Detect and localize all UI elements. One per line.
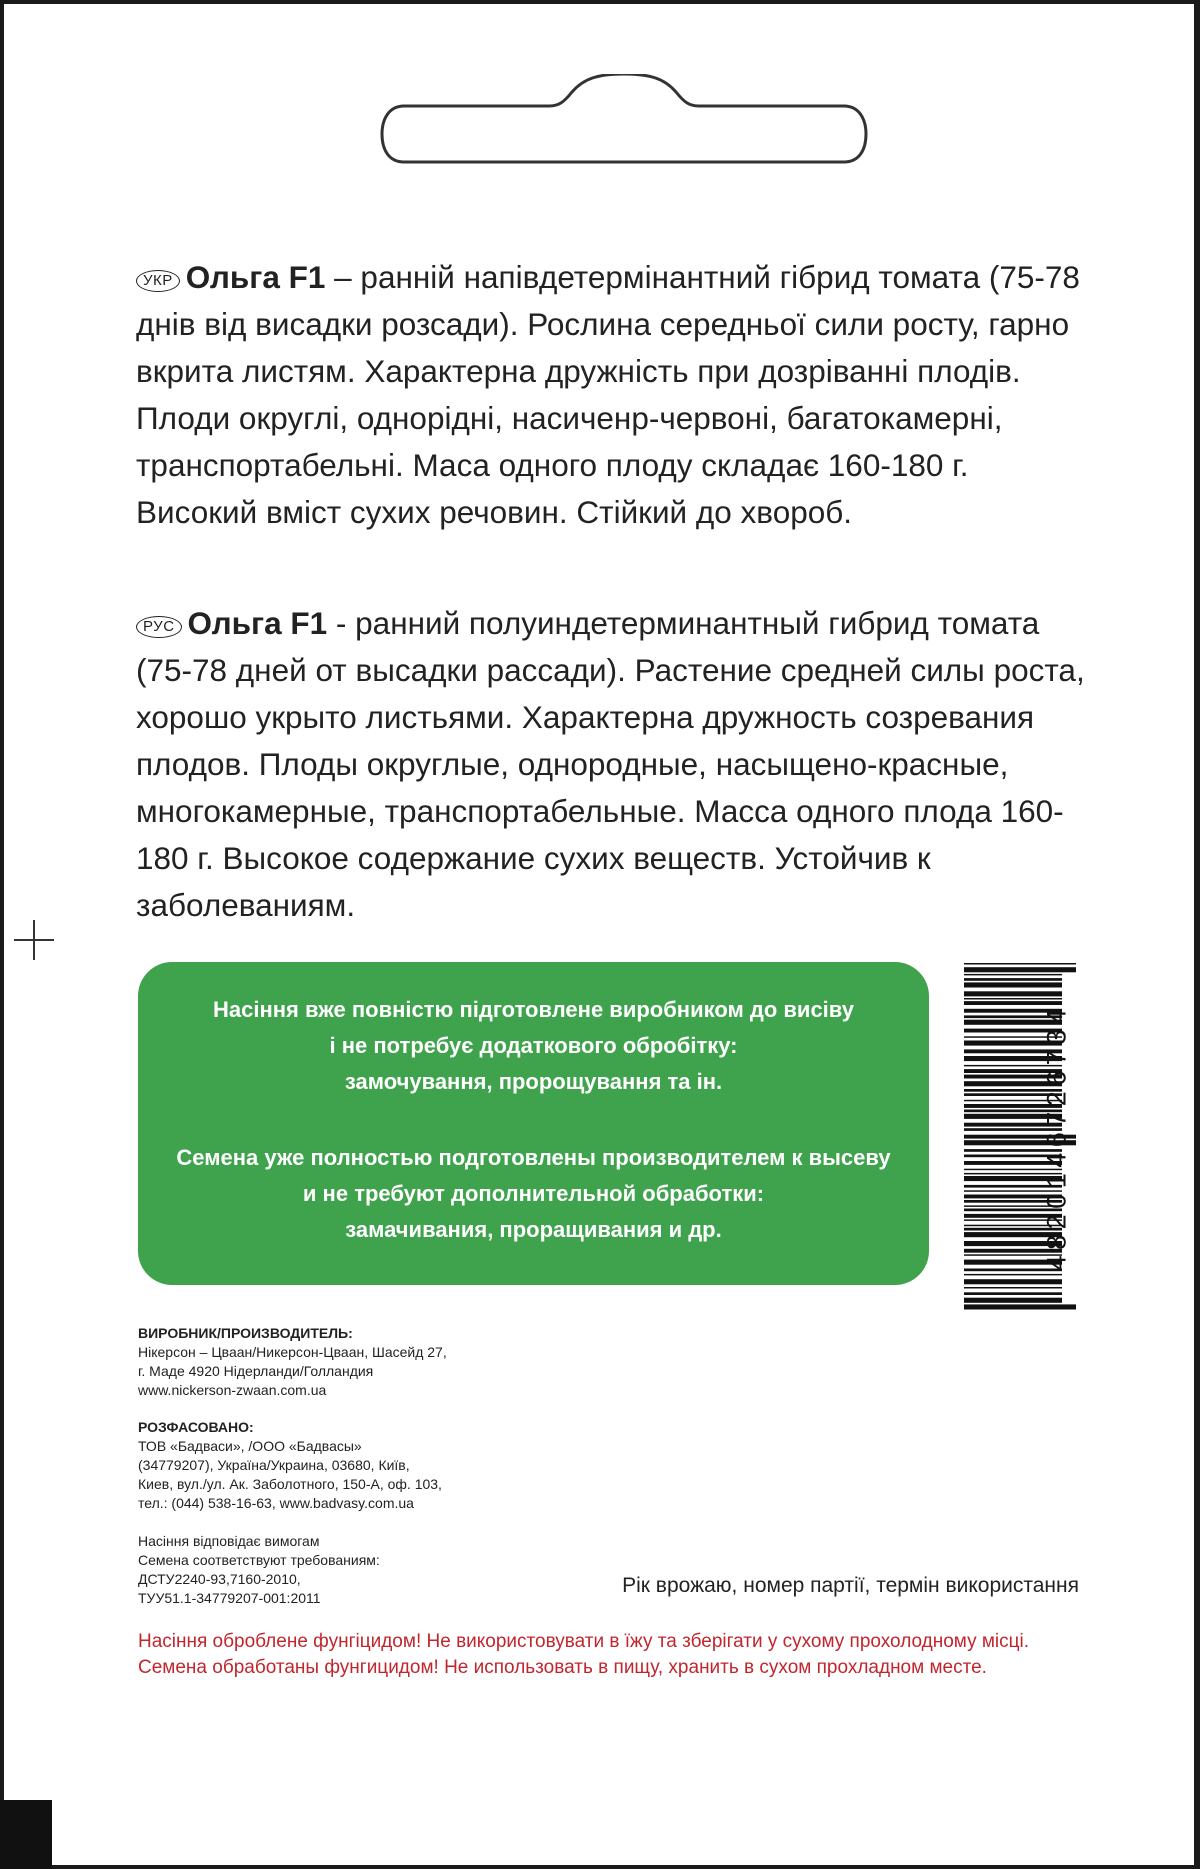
variety-name-rus: Ольга F1 bbox=[187, 605, 328, 641]
packer-line: Киев, вул./ул. Ак. Заболотного, 150-А, оф. 103, bbox=[138, 1476, 442, 1492]
barcode-bar bbox=[964, 1287, 1062, 1289]
standards-line: Насіння відповідає вимогам bbox=[138, 1533, 320, 1549]
standards-line: Семена соответствуют требованиям: bbox=[138, 1552, 380, 1568]
notice-rus-line: Семена уже полностью подготовлены производителем к высеву bbox=[176, 1145, 891, 1170]
packer-title: РОЗФАСОВАНО: bbox=[138, 1419, 254, 1435]
notice-ukr-line: і не потребує додаткового обробітку: bbox=[329, 1033, 738, 1058]
harvest-year-note: Рік врожаю, номер партії, термін використання bbox=[622, 1574, 1079, 1597]
manufacturer-website: www.nickerson-zwaan.com.ua bbox=[138, 1382, 327, 1398]
notice-rus-line: и не требуют дополнительной обработки: bbox=[302, 1181, 765, 1206]
barcode-bar bbox=[964, 982, 1062, 987]
manufacturer-info bbox=[138, 1324, 447, 1400]
barcode-bar bbox=[964, 998, 1062, 1000]
description-rus bbox=[136, 600, 1096, 929]
notice-ukr-line: Насіння вже повністю підготовлене виробником до висіву bbox=[213, 997, 854, 1022]
notice-ukr-line: замочування, пророщування та ін. bbox=[344, 1069, 723, 1094]
crop-mark bbox=[14, 920, 54, 960]
seed-packet-back bbox=[4, 4, 1194, 1865]
fungicide-warning bbox=[138, 1629, 1138, 1681]
notice-rus bbox=[138, 1140, 929, 1248]
standards-info bbox=[138, 1532, 380, 1608]
description-text-ukr: – ранній напівдетермінантний гібрид томата (75-78 днів від висадки розсади). Рослина середньої сили росту, гарно вкрита листям. Характерна дружність при дозріванні плодів. Плоди округлі, однорідні, насиченр-червоні, багатокамерні, транспортабельні. Маса одного плоду складає 160-180 г. Високий вміст сухих речовин. Стійкий до хвороб. bbox=[136, 259, 1080, 530]
lang-badge-rus: РУС bbox=[136, 616, 182, 638]
lang-badge-ukr: УКР bbox=[136, 270, 180, 292]
barcode-bar bbox=[964, 974, 1062, 976]
notice-ukr bbox=[138, 992, 929, 1100]
description-ukr bbox=[136, 254, 1096, 536]
notice-rus-line: замачивания, проращивания и др. bbox=[345, 1217, 722, 1242]
barcode-bar bbox=[964, 1292, 1062, 1295]
standards-line: ДСТУ2240-93,7160-2010, bbox=[138, 1571, 301, 1587]
seed-treatment-notice bbox=[138, 962, 929, 1285]
barcode-bar bbox=[964, 1298, 1062, 1303]
barcode-bar bbox=[964, 978, 1062, 981]
packer-contact: тел.: (044) 538-16-63, www.badvasy.com.ua bbox=[138, 1495, 414, 1511]
description-text-rus: - ранний полуиндетерминантный гибрид томата (75-78 дней от высадки рассади). Растение средней силы роста, хорошо укрыто листьями. Характерна дружность созревания плодов. Плоды округлые, однородные, насыщено-красные, многокамерные, транспортабельные. Масса одного плода 160-180 г. Высокое содержание сухих веществ. Устойчив к заболеваниям. bbox=[136, 605, 1085, 923]
barcode-bar bbox=[964, 991, 1062, 996]
standards-line: ТУУ51.1-34779207-001:2011 bbox=[138, 1590, 321, 1606]
variety-name-ukr: Ольга F1 bbox=[185, 259, 326, 295]
barcode-bar bbox=[964, 1279, 1062, 1284]
manufacturer-line: Нікерсон – Цваан/Никерсон-Цваан, Шасейд 27, bbox=[138, 1344, 447, 1360]
packer-info bbox=[138, 1418, 442, 1513]
fungicide-warning-rus: Семена обработаны фунгицидом! Не использовать в пищу, хранить в сухом прохладном месте. bbox=[138, 1657, 987, 1678]
corner-mark bbox=[0, 1800, 52, 1869]
barcode-bar bbox=[964, 1304, 1076, 1309]
barcode-number: 4820146726734 bbox=[1041, 1003, 1072, 1271]
packer-line: (34779207), Україна/Украина, 03680, Київ, bbox=[138, 1457, 410, 1473]
fungicide-warning-ukr: Насіння оброблене фунгіцидом! Не використовувати в їжу та зберігати у сухому прохолодному місці. bbox=[138, 1631, 1030, 1652]
barcode-bar bbox=[964, 1274, 1062, 1276]
manufacturer-title: ВИРОБНИК/ПРОИЗВОДИТЕЛЬ: bbox=[138, 1325, 353, 1341]
manufacturer-line: г. Маде 4920 Нідерланди/Голландия bbox=[138, 1363, 374, 1379]
packer-line: ТОВ «Бадваси», /ООО «Бадвасы» bbox=[138, 1438, 362, 1454]
barcode-bar bbox=[964, 967, 1076, 972]
hang-slot bbox=[374, 74, 874, 164]
barcode-bar bbox=[964, 963, 1076, 965]
barcode bbox=[964, 959, 1109, 1315]
